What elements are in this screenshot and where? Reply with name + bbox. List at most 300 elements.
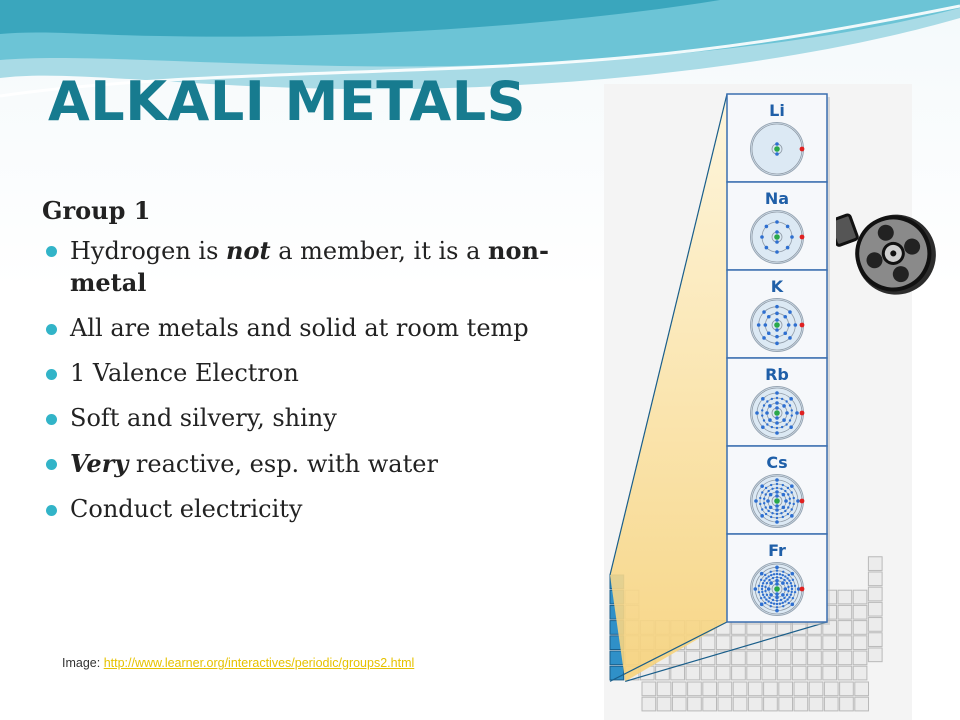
electron (790, 582, 792, 584)
periodic-table-cell (777, 636, 791, 650)
electron (792, 579, 794, 581)
valence-electron (800, 587, 805, 592)
group-subheading: Group 1 (42, 196, 151, 225)
bullet-text: 1 Valence Electron (70, 359, 299, 387)
periodic-table-cell (733, 682, 747, 696)
electron (758, 591, 760, 593)
electron (794, 323, 798, 327)
periodic-table-cell (823, 636, 837, 650)
periodic-table-cell (823, 666, 837, 680)
bullet-item (42, 358, 562, 389)
electron (775, 250, 779, 254)
electron (791, 508, 793, 510)
periodic-table-cell (777, 651, 791, 665)
electron (781, 398, 783, 400)
valence-electron (800, 499, 805, 504)
electron (760, 572, 764, 576)
electron (789, 502, 791, 504)
electron (770, 484, 772, 486)
electron (790, 235, 794, 239)
electron (773, 603, 775, 605)
bullet-item (42, 448, 562, 480)
electron (781, 581, 785, 585)
periodic-table-cell (853, 666, 867, 680)
bullet-dot-icon (46, 369, 57, 380)
electron (791, 414, 793, 416)
periodic-table-cell (718, 697, 732, 711)
bullet-dot-icon (46, 459, 57, 470)
electron (787, 493, 789, 495)
nucleus (774, 322, 780, 328)
element-symbol: Na (764, 189, 790, 208)
electron (779, 573, 781, 575)
electron (787, 590, 789, 592)
electron (765, 506, 767, 508)
electron (786, 598, 788, 600)
electron (763, 502, 765, 504)
periodic-table-cell (794, 682, 808, 696)
electron (788, 602, 790, 604)
electron (758, 585, 760, 587)
bullet-text: Very (70, 449, 129, 478)
periodic-table-cell (732, 666, 746, 680)
periodic-table-cell (701, 636, 715, 650)
periodic-table-cell (809, 682, 823, 696)
electron (765, 577, 767, 579)
periodic-table-cell (838, 621, 852, 635)
electron (762, 594, 764, 596)
electron (789, 498, 791, 500)
electron (771, 488, 773, 490)
periodic-table-cell (853, 590, 867, 604)
electron (775, 220, 779, 224)
electron (760, 514, 764, 518)
electron (790, 594, 792, 596)
electron (784, 490, 786, 492)
electron (775, 240, 779, 244)
electron (783, 597, 785, 599)
electron (787, 323, 791, 327)
electron (766, 499, 770, 503)
electron (784, 499, 788, 503)
electron (767, 331, 771, 335)
electron (771, 512, 773, 514)
alkali-periodic-figure (600, 84, 914, 720)
electron (781, 593, 785, 597)
periodic-table-cell (688, 697, 702, 711)
electron (789, 404, 791, 406)
periodic-table-cell (779, 682, 793, 696)
electron (770, 574, 772, 576)
electron (767, 575, 769, 577)
periodic-table-cell (748, 697, 762, 711)
bullet-dot-icon (46, 324, 57, 335)
nucleus (774, 146, 780, 152)
electron (771, 426, 773, 428)
electron (775, 335, 779, 339)
electron (760, 484, 764, 488)
periodic-table-cell (747, 651, 761, 665)
nucleus (774, 410, 780, 416)
electron (782, 574, 784, 576)
electron (775, 431, 779, 435)
valence-electron (800, 323, 805, 328)
periodic-table-cell (764, 682, 778, 696)
electron (763, 498, 765, 500)
element-symbol: Rb (765, 365, 789, 384)
electron (775, 391, 779, 395)
bullet-dot-icon (46, 414, 57, 425)
electron (775, 328, 779, 332)
electron (790, 484, 794, 488)
electron (764, 586, 766, 588)
electron (763, 419, 765, 421)
electron (757, 323, 761, 327)
electron (779, 603, 781, 605)
electron (775, 490, 779, 494)
electron (759, 503, 761, 505)
electron (782, 506, 786, 510)
periodic-table-cell (808, 666, 822, 680)
periodic-table-cell (853, 621, 867, 635)
bullet-item (42, 494, 562, 525)
periodic-table-cell (672, 682, 686, 696)
electron (786, 577, 788, 579)
electron (782, 571, 784, 573)
electron (776, 397, 778, 399)
periodic-table-cell (671, 666, 685, 680)
electron (767, 510, 769, 512)
electron (766, 423, 768, 425)
electron (770, 571, 772, 573)
periodic-table-cell (762, 666, 776, 680)
periodic-table-cell (688, 682, 702, 696)
periodic-table-cell (838, 590, 852, 604)
credit-link[interactable]: http://www.learner.org/interactives/periodic/groups2.html (103, 656, 415, 670)
electron (786, 225, 790, 229)
electron (787, 487, 789, 489)
periodic-table-cell (701, 666, 715, 680)
bullet-item (42, 313, 562, 344)
electron (759, 497, 761, 499)
electron (771, 398, 773, 400)
electron (775, 520, 779, 524)
electron (761, 491, 763, 493)
periodic-table-cell (853, 636, 867, 650)
electron (769, 493, 773, 497)
bullet-text: Hydrogen is (70, 237, 227, 265)
electron (775, 305, 779, 309)
electron (782, 602, 784, 604)
electron (784, 510, 786, 512)
electron (772, 577, 774, 579)
valence-electron (800, 235, 805, 240)
electron (761, 409, 763, 411)
electron (786, 246, 790, 250)
periodic-table-cell (838, 651, 852, 665)
electron (776, 517, 778, 519)
electron (780, 512, 782, 514)
periodic-table-cell (840, 697, 854, 711)
periodic-table-cell (868, 572, 882, 586)
nucleus (774, 586, 780, 592)
electron (795, 411, 799, 415)
electron (776, 573, 778, 575)
bullet-text: Conduct electricity (70, 495, 303, 523)
electron (767, 490, 769, 492)
electron (775, 566, 779, 570)
periodic-table-cell (838, 605, 852, 619)
periodic-table-cell (672, 697, 686, 711)
electron (775, 142, 779, 146)
slide-title: ALKALI METALS (48, 70, 526, 133)
periodic-table-cell (868, 587, 882, 601)
electron (794, 591, 796, 593)
electron (767, 587, 771, 591)
electron (775, 592, 779, 596)
electron (760, 603, 764, 607)
electron (765, 225, 769, 229)
periodic-table-cell (868, 557, 882, 571)
periodic-table-cell (840, 682, 854, 696)
periodic-table-cell (868, 648, 882, 662)
electron (776, 599, 778, 601)
periodic-table-cell (779, 697, 793, 711)
periodic-table-cell (808, 651, 822, 665)
electron (775, 609, 779, 613)
periodic-table-cell (794, 697, 808, 711)
periodic-table-cell (792, 636, 806, 650)
element-symbol: Fr (768, 541, 786, 560)
bullet-list (42, 235, 562, 525)
electron (764, 602, 766, 604)
electron (775, 508, 779, 512)
electron (786, 582, 788, 584)
electron (787, 506, 789, 508)
electron (775, 421, 779, 425)
electron (775, 401, 779, 405)
electron (769, 581, 773, 585)
bullet-item (42, 235, 562, 299)
electron (775, 504, 779, 508)
valence-electron (800, 411, 805, 416)
periodic-table-cell (657, 697, 671, 711)
electron (783, 315, 787, 319)
periodic-table-cell (838, 666, 852, 680)
electron (763, 596, 765, 598)
electron (776, 603, 778, 605)
electron (768, 404, 772, 408)
electron (776, 483, 778, 485)
electron (765, 598, 767, 600)
content-area (42, 196, 562, 539)
nucleus (774, 234, 780, 240)
electron (791, 603, 795, 607)
electron (784, 587, 788, 591)
electron (763, 579, 765, 581)
electron (782, 484, 784, 486)
electron (784, 575, 786, 577)
periodic-table-cell (868, 618, 882, 632)
electron (775, 596, 779, 600)
electron (770, 516, 772, 518)
electron (764, 323, 768, 327)
electron (791, 572, 795, 576)
electron (765, 513, 767, 515)
electron (767, 600, 769, 602)
periodic-table-cell (686, 666, 700, 680)
electron (760, 235, 764, 239)
periodic-table-cell (642, 697, 656, 711)
periodic-table-cell (718, 682, 732, 696)
electron (761, 588, 763, 590)
periodic-table-cell (733, 697, 747, 711)
periodic-table-cell (748, 682, 762, 696)
electron (780, 599, 782, 601)
electron (775, 318, 779, 322)
periodic-table-cell (642, 682, 656, 696)
electron (772, 599, 774, 601)
bullet-text: non-metal (70, 236, 549, 297)
electron (762, 310, 766, 314)
electron (761, 414, 763, 416)
electron (768, 597, 770, 599)
electron (762, 582, 764, 584)
electron (760, 597, 762, 599)
electron (766, 400, 768, 402)
electron (768, 579, 770, 581)
electron (782, 404, 786, 408)
periodic-table-cell (747, 666, 761, 680)
bullet-text: reactive, esp. with water (128, 450, 438, 478)
electron (791, 585, 793, 587)
electron (782, 605, 784, 607)
electron (773, 573, 775, 575)
electron (793, 497, 795, 499)
electron (783, 331, 787, 335)
electron (784, 600, 786, 602)
electron (785, 423, 787, 425)
periodic-table-cell (824, 697, 838, 711)
electron (785, 411, 789, 415)
element-symbol: Li (769, 101, 785, 120)
electron (780, 577, 782, 579)
periodic-table-cell (703, 682, 717, 696)
periodic-table-cell (809, 697, 823, 711)
periodic-table-cell (853, 605, 867, 619)
image-credit (62, 656, 414, 670)
periodic-table-cell (716, 666, 730, 680)
element-symbol: Cs (766, 453, 788, 472)
electron (791, 409, 793, 411)
periodic-table-cell (868, 602, 882, 616)
electron (760, 579, 762, 581)
electron (785, 400, 787, 402)
periodic-table-cell (656, 666, 670, 680)
periodic-table-cell (703, 697, 717, 711)
electron (766, 582, 768, 584)
valence-electron (800, 147, 805, 152)
electron (764, 590, 766, 592)
electron (764, 574, 766, 576)
electron (789, 419, 791, 421)
credit-prefix: Image: (62, 656, 104, 670)
electron (782, 418, 786, 422)
electron (794, 585, 796, 587)
electron (788, 574, 790, 576)
film-reel-icon[interactable] (836, 200, 946, 300)
electron (789, 425, 793, 429)
periodic-table-cell (762, 651, 776, 665)
electron (761, 591, 763, 593)
electron (782, 493, 786, 497)
electron (775, 494, 779, 498)
bullet-text: All are metals and solid at room temp (70, 314, 529, 342)
electron (768, 418, 772, 422)
electron (775, 416, 779, 420)
nucleus (774, 498, 780, 504)
bullet-item (42, 403, 562, 434)
bullet-text: not (226, 236, 271, 265)
electron (776, 569, 778, 571)
electron (754, 499, 758, 503)
electron (791, 591, 793, 593)
electron (783, 579, 785, 581)
electron (765, 411, 769, 415)
electron (762, 336, 766, 340)
electron (766, 594, 768, 596)
electron (770, 602, 772, 604)
electron (767, 315, 771, 319)
electron (776, 427, 778, 429)
periodic-table-cell (838, 636, 852, 650)
electron (755, 411, 759, 415)
electron (775, 582, 779, 586)
electron (754, 587, 758, 591)
electron (775, 579, 779, 583)
electron (775, 312, 779, 316)
periodic-table-cell (853, 651, 867, 665)
electron (788, 579, 790, 581)
periodic-table-cell (823, 651, 837, 665)
electron (775, 342, 779, 346)
electron (787, 586, 789, 588)
electron (761, 508, 763, 510)
electron (765, 246, 769, 250)
electron (775, 478, 779, 482)
electron (776, 576, 778, 578)
electron (791, 491, 793, 493)
periodic-table-cell (792, 651, 806, 665)
electron (775, 406, 779, 410)
bullet-dot-icon (46, 246, 57, 257)
electron (761, 425, 765, 429)
periodic-table-cell (716, 636, 730, 650)
periodic-table-cell (855, 682, 869, 696)
electron (765, 493, 767, 495)
electron (776, 606, 778, 608)
electron (792, 597, 794, 599)
electron (775, 152, 779, 156)
electron (780, 488, 782, 490)
periodic-table-cell (792, 666, 806, 680)
periodic-table-cell (777, 666, 791, 680)
periodic-table-cell (855, 697, 869, 711)
electron (786, 594, 788, 596)
electron (787, 513, 789, 515)
electron (769, 593, 773, 597)
electron (796, 499, 800, 503)
